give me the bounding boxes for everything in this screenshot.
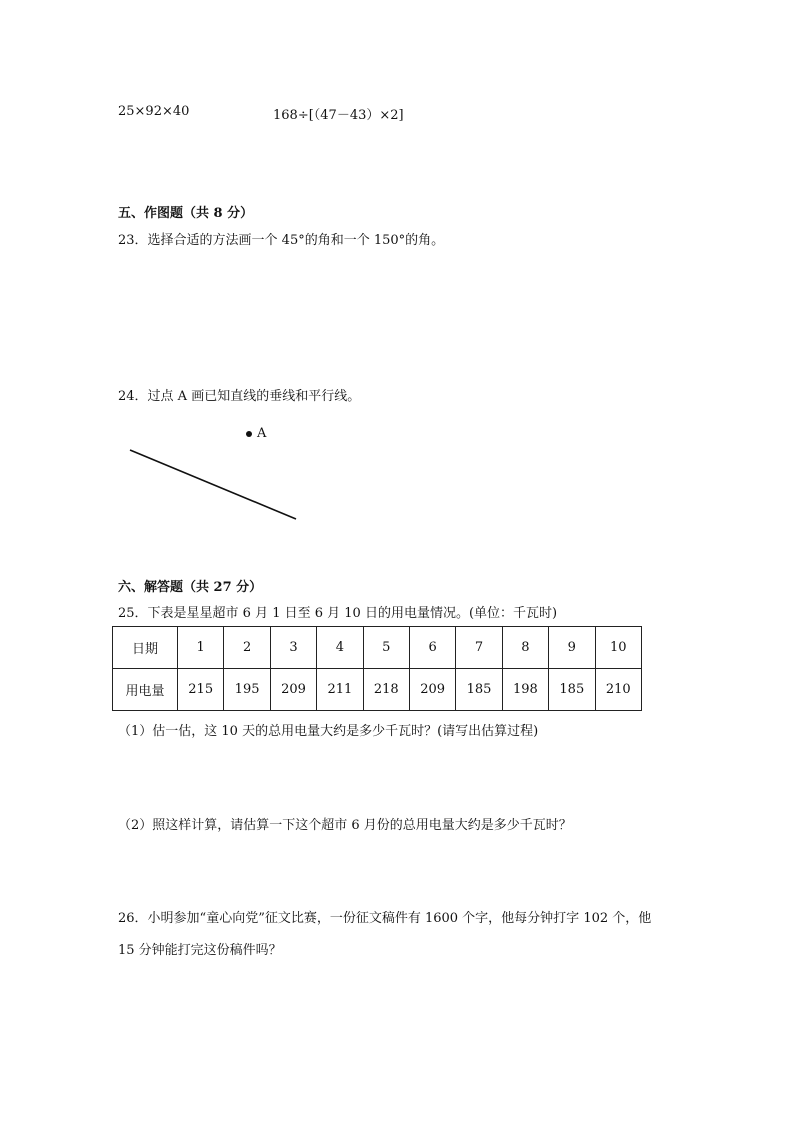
table-cell: 2 — [224, 627, 270, 669]
given-straight-line — [130, 450, 296, 519]
table-cell: 185 — [549, 669, 595, 711]
table-cell: 195 — [224, 669, 270, 711]
table-cell: 185 — [456, 669, 502, 711]
table-cell: 209 — [409, 669, 455, 711]
table-cell: 209 — [270, 669, 316, 711]
table-cell: 5 — [363, 627, 409, 669]
point-a-label: A — [257, 426, 267, 441]
table-row — [113, 627, 642, 669]
question-25-part-1: （1）估一估，这 10 天的总用电量大约是多少千瓦时？(请写出估算过程) — [118, 724, 539, 739]
expression-2: 168÷[（47－43）×2] — [273, 108, 404, 123]
table-cell: 4 — [317, 627, 363, 669]
table-cell: 8 — [502, 627, 548, 669]
question-25: 25．下表是星星超市 6 月 1 日至 6 月 10 日的用电量情况。(单位：千瓦时) — [118, 606, 558, 621]
question-23: 23．选择合适的方法画一个 45°的角和一个 150°的角。 — [118, 233, 445, 248]
table-cell: 6 — [409, 627, 455, 669]
question-24: 24．过点 A 画已知直线的垂线和平行线。 — [118, 389, 361, 404]
section-6-heading: 六、解答题（共 27 分） — [118, 580, 263, 595]
section-5-heading: 五、作图题（共 8 分） — [118, 206, 254, 221]
question-26-line-1: 26．小明参加“童心向党”征文比赛，一份征文稿件有 1600 个字，他每分钟打字 102 个，他 — [118, 911, 652, 926]
table-cell: 10 — [595, 627, 641, 669]
table-row — [113, 669, 642, 711]
point-a-dot — [246, 431, 252, 437]
table-cell: 3 — [270, 627, 316, 669]
question-25-part-2: （2）照这样计算，请估算一下这个超市 6 月份的总用电量大约是多少千瓦时？ — [118, 818, 572, 833]
table-cell: 210 — [595, 669, 641, 711]
table-cell: 9 — [549, 627, 595, 669]
expression-1: 25×92×40 — [118, 104, 190, 119]
table-cell: 198 — [502, 669, 548, 711]
electricity-usage-table — [112, 626, 642, 711]
row-header-usage: 用电量 — [113, 669, 178, 711]
table-cell: 218 — [363, 669, 409, 711]
question-26-line-2: 15 分钟能打完这份稿件吗？ — [118, 943, 282, 958]
row-header-date: 日期 — [113, 627, 178, 669]
table-cell: 211 — [317, 669, 363, 711]
table-cell: 1 — [178, 627, 224, 669]
table-cell: 7 — [456, 627, 502, 669]
table-cell: 215 — [178, 669, 224, 711]
